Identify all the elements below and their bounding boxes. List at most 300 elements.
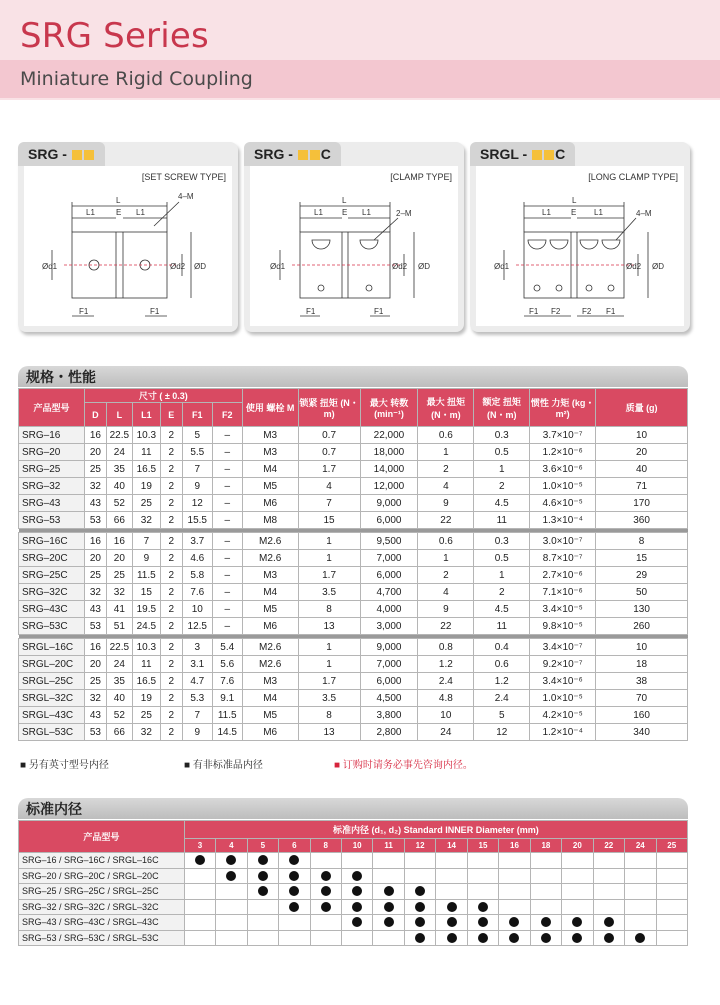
- cell: M5: [242, 478, 298, 495]
- cell: 2: [160, 550, 182, 567]
- size-header: 8: [310, 839, 341, 853]
- available-dot-icon: [321, 902, 331, 912]
- cell: 3.5: [298, 690, 360, 707]
- size-cell: [184, 853, 215, 869]
- svg-text:L: L: [572, 196, 577, 205]
- cell: 7,000: [360, 656, 418, 673]
- cell: 15: [132, 584, 160, 601]
- size-header: 24: [625, 839, 656, 853]
- size-cell: [593, 899, 624, 915]
- svg-text:F1: F1: [374, 307, 384, 316]
- size-header: 16: [499, 839, 530, 853]
- part-number: SRG–16C: [19, 533, 85, 550]
- cell: 12: [182, 495, 212, 512]
- cell: M8: [242, 512, 298, 529]
- cell: 2: [160, 533, 182, 550]
- table-row: [19, 550, 688, 567]
- size-header: 22: [593, 839, 624, 853]
- cell: 11: [132, 444, 160, 461]
- cell: –: [212, 533, 242, 550]
- cell: 2: [160, 707, 182, 724]
- cell: 4.7: [182, 673, 212, 690]
- cell: M2.6: [242, 656, 298, 673]
- cell: M4: [242, 584, 298, 601]
- coupling-drawing: [24, 166, 232, 326]
- size-cell: [625, 915, 656, 931]
- cell: 9: [418, 601, 474, 618]
- cell: 25: [84, 673, 106, 690]
- svg-text:4–M: 4–M: [636, 209, 652, 218]
- cell: 9,500: [360, 533, 418, 550]
- cell: 32: [84, 478, 106, 495]
- size-cell: [436, 884, 467, 900]
- cell: 22,000: [360, 427, 418, 444]
- cell: 22: [418, 512, 474, 529]
- cell: 1.0×10⁻⁵: [530, 690, 596, 707]
- size-header: 3: [184, 839, 215, 853]
- part-number: SRGL–16C: [19, 639, 85, 656]
- cell: 22.5: [106, 639, 132, 656]
- size-header: 10: [341, 839, 372, 853]
- cell: 3.0×10⁻⁷: [530, 533, 596, 550]
- cell: 14.5: [212, 724, 242, 741]
- size-cell: [404, 868, 435, 884]
- cell: 10.3: [132, 427, 160, 444]
- table-row: [19, 656, 688, 673]
- cell: 10: [418, 707, 474, 724]
- available-dot-icon: [384, 902, 394, 912]
- cell: 20: [84, 656, 106, 673]
- cell: 8: [298, 707, 360, 724]
- cell: 12,000: [360, 478, 418, 495]
- cell: 2: [160, 427, 182, 444]
- available-dot-icon: [604, 933, 614, 943]
- size-cell: [593, 868, 624, 884]
- size-cell: [373, 915, 404, 931]
- size-cell: [404, 915, 435, 931]
- cell: 2.4: [474, 690, 530, 707]
- size-header: 18: [530, 839, 561, 853]
- available-dot-icon: [226, 871, 236, 881]
- cell: 170: [596, 495, 688, 512]
- cell: 4,000: [360, 601, 418, 618]
- table-row: [19, 899, 688, 915]
- cell: M5: [242, 707, 298, 724]
- cell: 50: [596, 584, 688, 601]
- size-cell: [436, 915, 467, 931]
- svg-text:L1: L1: [86, 208, 95, 217]
- part-number: SRGL–20C: [19, 656, 85, 673]
- cell: 0.6: [418, 533, 474, 550]
- col-E: E: [160, 403, 182, 427]
- size-cell: [373, 884, 404, 900]
- cell: 43: [84, 601, 106, 618]
- svg-text:F2: F2: [551, 307, 561, 316]
- size-cell: [436, 899, 467, 915]
- size-cell: [341, 915, 372, 931]
- cell: M3: [242, 567, 298, 584]
- size-cell: [310, 899, 341, 915]
- cell: 1.7: [298, 673, 360, 690]
- cell: 4.6: [182, 550, 212, 567]
- available-dot-icon: [478, 917, 488, 927]
- cell: 2: [160, 601, 182, 618]
- table-row: [19, 639, 688, 656]
- table-row: [19, 853, 688, 869]
- table-row: [19, 930, 688, 946]
- size-cell: [436, 930, 467, 946]
- available-dot-icon: [195, 855, 205, 865]
- available-dot-icon: [352, 871, 362, 881]
- cell: 5: [474, 707, 530, 724]
- cell: 2: [160, 618, 182, 635]
- svg-text:ØD: ØD: [194, 262, 206, 271]
- size-cell: [467, 884, 498, 900]
- col-mass: 质量 (g): [596, 389, 688, 427]
- available-dot-icon: [604, 917, 614, 927]
- col-L1: L1: [132, 403, 160, 427]
- size-cell: [279, 853, 310, 869]
- col-F1: F1: [182, 403, 212, 427]
- size-cell: [341, 853, 372, 869]
- size-cell: [279, 915, 310, 931]
- cell: 5: [182, 427, 212, 444]
- available-dot-icon: [415, 886, 425, 896]
- cell: M6: [242, 495, 298, 512]
- part-number: SRG–25: [19, 461, 85, 478]
- size-header: 5: [247, 839, 278, 853]
- svg-text:F1: F1: [306, 307, 316, 316]
- cell: 4.6×10⁻⁵: [530, 495, 596, 512]
- cell: 9: [132, 550, 160, 567]
- size-cell: [562, 899, 593, 915]
- cell: 1.7: [298, 461, 360, 478]
- cell: 340: [596, 724, 688, 741]
- cell: 2: [160, 656, 182, 673]
- cell: 4: [298, 478, 360, 495]
- part-number: SRG–25 / SRG–25C / SRGL–25C: [19, 884, 185, 900]
- std-col-part: 产品型号: [19, 821, 185, 853]
- cell: 5.5: [182, 444, 212, 461]
- cell: 3: [182, 639, 212, 656]
- cell: M2.6: [242, 639, 298, 656]
- available-dot-icon: [384, 917, 394, 927]
- diagram-clamp: [244, 142, 464, 332]
- cell: 7: [132, 533, 160, 550]
- col-inertia: 惯性 力矩 (kg・m²): [530, 389, 596, 427]
- size-cell: [216, 868, 247, 884]
- size-cell: [625, 853, 656, 869]
- diagram-long-clamp: [470, 142, 690, 332]
- size-cell: [625, 899, 656, 915]
- cell: 22.5: [106, 427, 132, 444]
- size-cell: [656, 915, 688, 931]
- available-dot-icon: [509, 917, 519, 927]
- cell: –: [212, 444, 242, 461]
- cell: 16: [84, 427, 106, 444]
- cell: 14,000: [360, 461, 418, 478]
- cell: 12.5: [182, 618, 212, 635]
- size-cell: [499, 899, 530, 915]
- header-banner: [0, 0, 720, 100]
- size-cell: [530, 868, 561, 884]
- cell: 15: [298, 512, 360, 529]
- cell: –: [212, 495, 242, 512]
- table-row: [19, 915, 688, 931]
- note-order: ■ 订购时请务必事先咨询内径。: [334, 760, 473, 771]
- part-number: SRG–53: [19, 512, 85, 529]
- part-number: SRG–25C: [19, 567, 85, 584]
- page-subtitle: Miniature Rigid Coupling: [0, 60, 720, 98]
- cell: 1.2×10⁻⁶: [530, 444, 596, 461]
- cell: 9,000: [360, 639, 418, 656]
- available-dot-icon: [289, 855, 299, 865]
- size-cell: [216, 930, 247, 946]
- part-number: SRGL–53C: [19, 724, 85, 741]
- cell: –: [212, 512, 242, 529]
- available-dot-icon: [635, 933, 645, 943]
- size-cell: [530, 915, 561, 931]
- cell: 38: [596, 673, 688, 690]
- size-cell: [404, 899, 435, 915]
- cell: 1: [298, 639, 360, 656]
- size-cell: [467, 899, 498, 915]
- size-cell: [625, 868, 656, 884]
- cell: 9.1: [212, 690, 242, 707]
- cell: –: [212, 618, 242, 635]
- cell: 260: [596, 618, 688, 635]
- size-cell: [341, 899, 372, 915]
- size-cell: [562, 930, 593, 946]
- available-dot-icon: [572, 933, 582, 943]
- cell: 25: [106, 567, 132, 584]
- size-header: 6: [279, 839, 310, 853]
- size-cell: [593, 884, 624, 900]
- cell: 40: [596, 461, 688, 478]
- cell: –: [212, 567, 242, 584]
- cell: 15: [596, 550, 688, 567]
- cell: 3.4×10⁻⁶: [530, 673, 596, 690]
- size-cell: [593, 915, 624, 931]
- table-row: [19, 724, 688, 741]
- size-cell: [467, 868, 498, 884]
- size-cell: [373, 899, 404, 915]
- available-dot-icon: [447, 902, 457, 912]
- cell: M6: [242, 724, 298, 741]
- size-header: 14: [436, 839, 467, 853]
- size-cell: [467, 915, 498, 931]
- cell: 2: [160, 567, 182, 584]
- coupling-drawing: [476, 166, 684, 326]
- available-dot-icon: [541, 933, 551, 943]
- size-cell: [216, 884, 247, 900]
- size-cell: [656, 868, 688, 884]
- svg-text:F1: F1: [150, 307, 160, 316]
- svg-text:L1: L1: [594, 208, 603, 217]
- part-number: SRG–32C: [19, 584, 85, 601]
- cell: 7: [182, 707, 212, 724]
- col-dims: 尺寸 ( ± 0.3): [84, 389, 242, 403]
- cell: 10: [182, 601, 212, 618]
- cell: 0.7: [298, 427, 360, 444]
- cell: 1: [418, 444, 474, 461]
- table-row: [19, 567, 688, 584]
- cell: 2: [160, 673, 182, 690]
- svg-text:L1: L1: [314, 208, 323, 217]
- size-cell: [625, 930, 656, 946]
- available-dot-icon: [415, 933, 425, 943]
- col-F2: F2: [212, 403, 242, 427]
- available-dot-icon: [415, 917, 425, 927]
- cell: 0.3: [474, 533, 530, 550]
- cell: 1.0×10⁻⁵: [530, 478, 596, 495]
- cell: 16.5: [132, 461, 160, 478]
- size-cell: [279, 868, 310, 884]
- available-dot-icon: [572, 917, 582, 927]
- cell: 11: [474, 618, 530, 635]
- svg-text:L1: L1: [542, 208, 551, 217]
- cell: 32: [84, 584, 106, 601]
- cell: 53: [84, 724, 106, 741]
- cell: 4,700: [360, 584, 418, 601]
- size-cell: [530, 853, 561, 869]
- cell: 9: [182, 478, 212, 495]
- cell: 19.5: [132, 601, 160, 618]
- cell: M2.6: [242, 533, 298, 550]
- cell: 5.8: [182, 567, 212, 584]
- col-L: L: [106, 403, 132, 427]
- cell: 7: [182, 461, 212, 478]
- size-cell: [310, 930, 341, 946]
- note-inch: ■ 另有英寸型号内径: [20, 760, 109, 771]
- available-dot-icon: [352, 886, 362, 896]
- table-row: [19, 478, 688, 495]
- cell: 29: [596, 567, 688, 584]
- cell: 5.6: [212, 656, 242, 673]
- available-dot-icon: [384, 886, 394, 896]
- table-row: [19, 690, 688, 707]
- size-cell: [499, 930, 530, 946]
- cell: 3.6×10⁻⁶: [530, 461, 596, 478]
- size-cell: [593, 853, 624, 869]
- cell: 3.7×10⁻⁷: [530, 427, 596, 444]
- available-dot-icon: [415, 902, 425, 912]
- size-cell: [530, 884, 561, 900]
- cell: 32: [132, 724, 160, 741]
- size-cell: [467, 853, 498, 869]
- diagram-tab: SRG - C: [244, 142, 341, 166]
- cell: 360: [596, 512, 688, 529]
- cell: 20: [84, 550, 106, 567]
- cell: 12: [474, 724, 530, 741]
- size-cell: [562, 868, 593, 884]
- cell: 4: [418, 584, 474, 601]
- cell: 32: [132, 512, 160, 529]
- part-number: SRG–53 / SRG–53C / SRGL–53C: [19, 930, 185, 946]
- cell: 16: [84, 533, 106, 550]
- cell: 24: [418, 724, 474, 741]
- svg-text:Ød2: Ød2: [170, 262, 186, 271]
- cell: 3.1: [182, 656, 212, 673]
- cell: 71: [596, 478, 688, 495]
- size-cell: [216, 899, 247, 915]
- table-row: [19, 512, 688, 529]
- cell: 1.2: [418, 656, 474, 673]
- part-number: SRG–43: [19, 495, 85, 512]
- std-col-range: 标准内径 (d₁, d₂) Standard INNER Diameter (mm): [184, 821, 687, 839]
- cell: 2: [160, 495, 182, 512]
- available-dot-icon: [321, 871, 331, 881]
- diagram-type-label: [CLAMP TYPE]: [390, 172, 452, 182]
- size-cell: [310, 853, 341, 869]
- cell: –: [212, 601, 242, 618]
- cell: –: [212, 550, 242, 567]
- cell: 1: [474, 461, 530, 478]
- cell: 11: [474, 512, 530, 529]
- svg-text:F1: F1: [79, 307, 89, 316]
- table-row: [19, 884, 688, 900]
- available-dot-icon: [447, 917, 457, 927]
- available-dot-icon: [289, 886, 299, 896]
- size-cell: [404, 884, 435, 900]
- table-row: [19, 427, 688, 444]
- size-cell: [499, 915, 530, 931]
- cell: 3.5: [298, 584, 360, 601]
- cell: 13: [298, 618, 360, 635]
- size-cell: [184, 884, 215, 900]
- cell: M5: [242, 601, 298, 618]
- size-cell: [530, 899, 561, 915]
- size-header: 12: [404, 839, 435, 853]
- size-cell: [499, 868, 530, 884]
- cell: 11.5: [132, 567, 160, 584]
- std-section-bar: [18, 798, 688, 819]
- table-row: [19, 461, 688, 478]
- cell: 2: [160, 512, 182, 529]
- size-cell: [216, 915, 247, 931]
- std-table: [18, 820, 688, 946]
- cell: M4: [242, 690, 298, 707]
- svg-text:E: E: [571, 208, 577, 217]
- cell: 16.5: [132, 673, 160, 690]
- cell: 2,800: [360, 724, 418, 741]
- cell: 10: [596, 427, 688, 444]
- diagram-tab: SRG -: [18, 142, 105, 166]
- available-dot-icon: [541, 917, 551, 927]
- svg-text:ØD: ØD: [652, 262, 664, 271]
- cell: M3: [242, 444, 298, 461]
- cell: 18: [596, 656, 688, 673]
- svg-text:F2: F2: [582, 307, 592, 316]
- svg-text:L1: L1: [362, 208, 371, 217]
- cell: 1: [298, 550, 360, 567]
- svg-text:ØD: ØD: [418, 262, 430, 271]
- cell: 2: [160, 444, 182, 461]
- cell: 32: [84, 690, 106, 707]
- cell: 7,000: [360, 550, 418, 567]
- available-dot-icon: [321, 886, 331, 896]
- size-cell: [184, 899, 215, 915]
- diagram-tab: SRGL - C: [470, 142, 575, 166]
- cell: 8: [298, 601, 360, 618]
- coupling-drawing: [250, 166, 458, 326]
- cell: 25: [84, 461, 106, 478]
- part-number: SRGL–32C: [19, 690, 85, 707]
- spec-section-bar: [18, 366, 688, 387]
- part-number: SRG–20C: [19, 550, 85, 567]
- size-cell: [247, 853, 278, 869]
- col-screw: 使用 螺栓 M: [242, 389, 298, 427]
